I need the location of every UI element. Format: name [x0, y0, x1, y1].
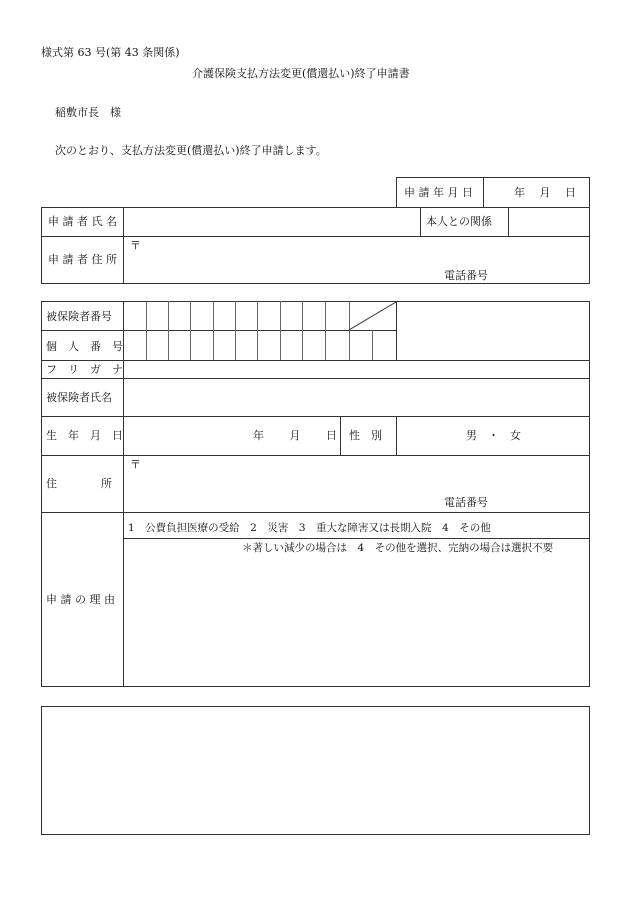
insured-name-field[interactable] — [124, 379, 589, 415]
birth-date-field[interactable]: 年 月 日 — [253, 429, 337, 442]
addressee: 稲敷市長 様 — [55, 106, 121, 119]
applicant-phone-label: 電話番号 — [444, 269, 488, 282]
insured-address-label: 住 所 — [46, 477, 112, 490]
form-title: 介護保険支払方法変更(償還払い)終了申請書 — [192, 67, 410, 80]
reason-options[interactable]: 1 公費負担医療の受給 2 災害 3 重大な障害又は長期入院 4 その他 — [128, 522, 491, 534]
application-date-field[interactable]: 年 月 日 — [514, 186, 576, 199]
insured-phone-label: 電話番号 — [444, 496, 488, 509]
reason-note: ＊著しい減少の場合は 4 その他を選択、完納の場合は選択不要 — [242, 542, 554, 554]
insured-name-label: 被保険者氏名 — [46, 391, 112, 404]
insured-address-field[interactable] — [124, 456, 589, 511]
office-use-box[interactable] — [41, 706, 590, 835]
insured-number-field[interactable] — [124, 302, 348, 329]
personal-number-field[interactable] — [124, 331, 395, 359]
birth-date-label: 生 年 月 日 — [46, 429, 123, 442]
furigana-field[interactable] — [124, 361, 589, 377]
application-date-label: 申 請 年 月 日 — [404, 186, 473, 199]
relation-field[interactable] — [509, 208, 589, 235]
reason-detail-field[interactable] — [124, 556, 589, 686]
applicant-name-label: 申 請 者 氏 名 — [48, 215, 117, 228]
insured-number-label: 被保険者番号 — [46, 310, 112, 323]
form-number: 様式第 63 号(第 43 条関係) — [41, 46, 180, 59]
applicant-address-label: 申 請 者 住 所 — [48, 253, 117, 266]
sex-label: 性 別 — [349, 429, 382, 442]
sex-options[interactable]: 男 ・ 女 — [466, 429, 521, 442]
relation-label: 本人との関係 — [426, 215, 492, 228]
personal-number-label: 個 人 番 号 — [46, 340, 123, 353]
intro-text: 次のとおり、支払方法変更(償還払い)終了申請します。 — [55, 144, 327, 157]
furigana-label: フ リ ガ ナ — [46, 363, 123, 376]
applicant-name-field[interactable] — [124, 208, 419, 235]
applicant-postal-mark: 〒 — [130, 239, 141, 252]
insured-postal-mark: 〒 — [130, 458, 141, 471]
reason-label: 申 請 の 理 由 — [46, 593, 115, 606]
diagonal-slash — [349, 301, 397, 331]
applicant-address-field[interactable] — [124, 237, 589, 283]
